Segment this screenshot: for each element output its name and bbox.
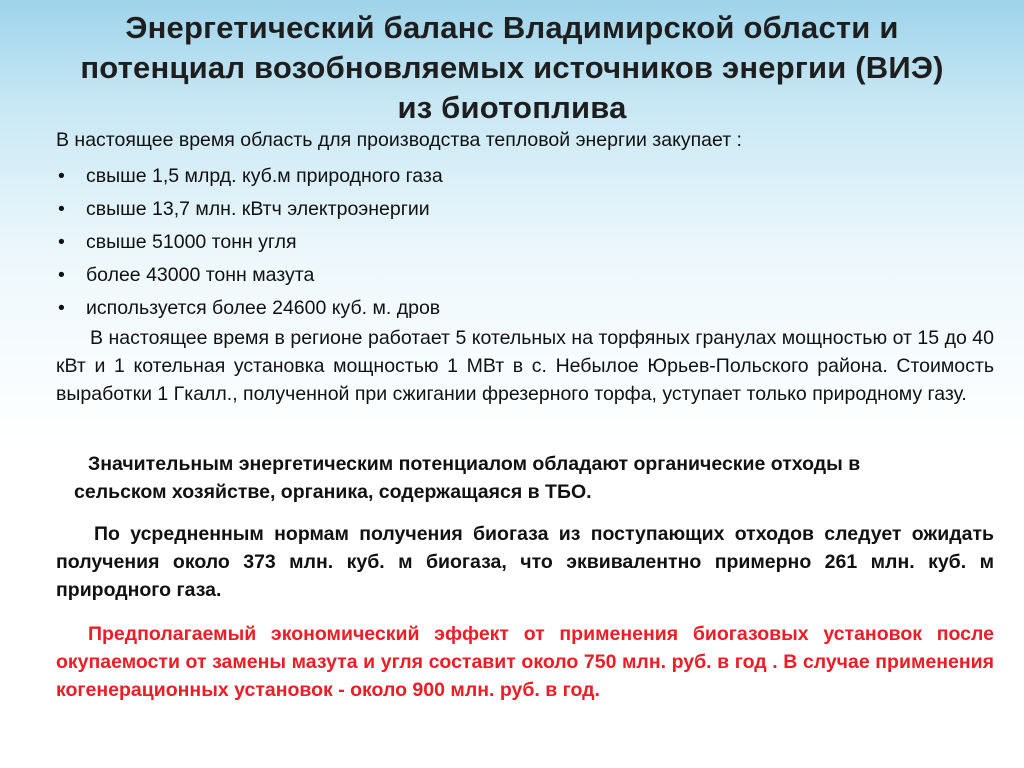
title-line-2: потенциал возобновляемых источников энергии (ВИЭ): [80, 50, 944, 85]
bullet-icon: •: [58, 297, 65, 319]
boilers-paragraph: В настоящее время в регионе работает 5 котельных на торфяных гранулах мощностью от 15 до 40 кВт и 1 котельная установка мощностью 1 МВт в с. Небылое Юрьев-Польского района. Стоимость выработки 1 Гкалл., полученной при сжигании фрезерного торфа, уступает только природному газу.: [56, 327, 994, 405]
page-title: [20, 8, 1004, 128]
bullet-icon: •: [58, 198, 65, 220]
economic-effect-paragraph: Предполагаемый экономический эффект от применения биогазовых установок после окупаемости от замены мазута и угля составит около 750 млн. руб. в год . В случае применения когенерационных установок - около 900 млн. руб. в год.: [56, 623, 994, 701]
list-item-text: свыше 51000 тонн угля: [86, 231, 297, 253]
bullet-icon: •: [58, 264, 65, 286]
purchase-list: [56, 160, 996, 325]
list-item-text: свыше 1,5 млрд. куб.м природного газа: [86, 165, 443, 187]
bullet-icon: •: [58, 165, 65, 187]
list-item: [56, 160, 996, 193]
list-item: [56, 292, 996, 325]
list-item-text: свыше 13,7 млн. кВтч электроэнергии: [86, 198, 430, 220]
intro-text: В настоящее время область для производства тепловой энергии закупает :: [56, 129, 742, 151]
list-item: [56, 226, 996, 259]
biogas-paragraph: По усредненным нормам получения биогаза из поступающих отходов следует ожидать получения около 373 млн. куб. м биогаза, что эквивалентно примерно 261 млн. куб. м природного газа.: [56, 523, 994, 601]
bullet-icon: •: [58, 231, 65, 253]
title-line-3: из биотоплива: [397, 90, 627, 125]
list-item: [56, 259, 996, 292]
potential-paragraph: Значительным энергетическим потенциалом обладают органические отходы в сельском хозяйстве, органика, содержащаяся в ТБО.: [74, 453, 861, 503]
list-item-text: используется более 24600 куб. м. дров: [86, 297, 441, 319]
list-item-text: более 43000 тонн мазута: [86, 264, 315, 286]
title-line-1: Энергетический баланс Владимирской области и: [125, 10, 899, 45]
list-item: [56, 193, 996, 226]
